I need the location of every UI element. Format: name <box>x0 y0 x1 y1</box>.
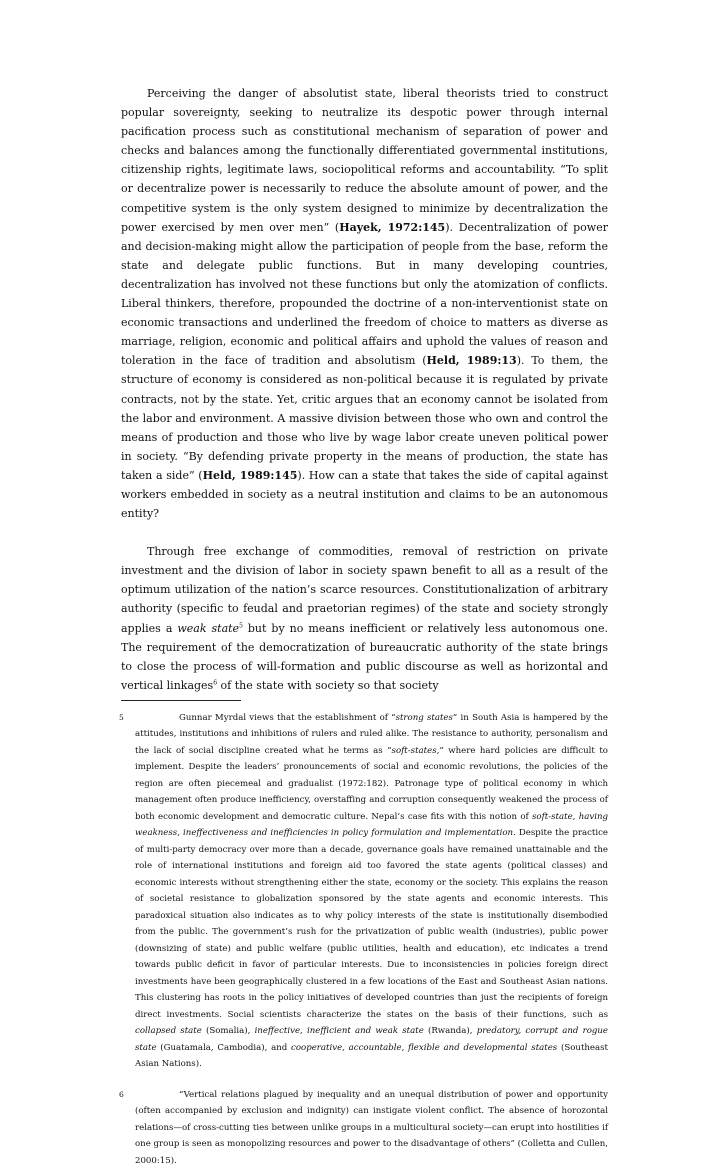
paragraph-text: ). Decentralization of power and decision-making might allow the participation of people from the base, reform the state and delegate public functions. But in many developing countries, decentralization has involved not these functions but only the atomization of conflicts. Liberal thinkers, therefore, propounded the doctrine of a non-interventionist state on economic transactions and underlined the freedom of choice to matters as diverse as marriage, religion, economic and political affairs and uphold the values of reason and toleration in the face of tradition and absolutism ( <box>121 220 608 368</box>
footnote-number: 6 <box>119 1089 124 1099</box>
paragraph-text: of the state with society so that society <box>217 678 439 692</box>
footnote-text: ” in South Asia is hampered by the attitudes, institutions and inhibitions of rulers and ruled alike. The resistance to authority, personalism and the lack of social discipline created what he terms as “ <box>135 712 608 756</box>
footnote-text: (Somalia), <box>201 1026 255 1037</box>
paragraph-text: Perceiving the danger of absolutist state, liberal theorists tried to construct popular sovereignty, seeking to neutralize its despotic power through internal pacification process such as constitutional mechanism of separation of power and checks and balances among the functionally differentiated governmental institutions, citizenship rights, legitimate laws, sociopolitical reforms and accountability. “To split or decentralize power is necessarily to reduce the absolute amount of power, and the competitive system is the only system designed to minimize by decentralization the power exercised by men over men” ( <box>121 87 608 234</box>
citation-held-13: Held, 1989:13 <box>426 354 517 368</box>
footnote-text: “Vertical relations plagued by inequality and an unequal distribution of power and opportunity (often accompanied by exclusion and indignity) can instigate violent conflict. The absence of horozontal relations—of cross-cutting ties between unlike groups in a multicultural society—can erupt into hostilities if one group is seen as monopolizing resources and power to the disadvantage of others” (Colletta and Cullen, 2000:15). <box>135 1089 608 1166</box>
footnote-text: Gunnar Myrdal views that the establishment of “ <box>179 712 396 723</box>
footnote-6 <box>121 1087 608 1169</box>
footnote-separator <box>121 700 241 701</box>
paragraph-text: ). To them, the structure of economy is considered as non-political because it is regulated by private contracts, not by the state. Yet, critic argues that an economy cannot be isolated from the labor and environment. A massive division between those who own and control the means of production and those who live by wage labor create uneven political power in society. “By defending private property in the means of production, the state has taken a side” ( <box>121 354 608 482</box>
body-paragraph-1 <box>121 84 608 523</box>
paragraph-text: Through free exchange of commodities, removal of restriction on private investment and the division of labor in society spawn benefit to all as a result of the optimum utilization of the nation’s scarce resources. Constitutionalization of arbitrary authority (specific to feudal and praetorian regimes) of the state and society strongly applies a <box>121 545 608 635</box>
footnote-text: (Southeast Asian Nations). <box>135 1042 609 1070</box>
paragraph-text: ). How can a state that takes the side of capital against workers embedded in society as a neutral institution and claims to be an autonomous entity? <box>121 468 609 521</box>
footnote-italic: strong states <box>395 712 453 723</box>
footnote-italic: ineffective, inefficient and weak state <box>254 1026 424 1037</box>
footnote-text: (Rwanda), <box>423 1026 477 1037</box>
footnote-ref-6[interactable]: 6 <box>213 679 218 687</box>
weak-state-term: weak state <box>177 621 240 635</box>
document-page <box>121 84 608 1169</box>
footnote-text: . Despite the practice of multi-party democracy over more than a decade, governance goals have remained unattainable and the role of international institutions and foreign aid too favored the state agents (political classes) and economic interests without strengthening either the state, economy or the society. This explains the reason of societal resistance to globalization sponsored by the state agents and economic interests. This paradoxical situation also indicates as to why policy interests of the state is institutionally disembodied from the public. The government’s rush for the privatization of public wealth (industries), public power (downsizing of state) and public welfare (public utilities, health and education), etc indicates a trend towards public deficit in favor of particular interests. Due to inconsistencies in policies foreign direct investments have been geographically clustered in a few locations of the East and Southeast Asian nations. This clustering has roots in the policy initiatives of developed countries than just the recipients of foreign direct investments. Social scientists characterize the states on the basis of their functions, such as <box>135 828 608 1020</box>
footnote-italic: soft-states, <box>391 745 440 756</box>
footnote-text: (Guatamala, Cambodia), and <box>156 1042 292 1053</box>
body-paragraph-2 <box>121 542 608 695</box>
footnote-ref-5[interactable]: 5 <box>239 621 243 629</box>
paragraph-text: but by no means inefficient or relatively less autonomous one. The requirement of the democratization of bureaucratic authority of the state brings to close the process of will-formation and public discourse as well as horizontal and vertical linkages <box>121 621 609 692</box>
footnote-5 <box>121 710 608 1073</box>
footnote-italic: collapsed state <box>135 1026 202 1037</box>
footnote-number: 5 <box>119 712 124 722</box>
citation-hayek: Hayek, 1972:145 <box>339 220 446 234</box>
footnote-text: ” where hard policies are difficult to implement. Despite the leaders’ pronouncements of social and economic revolutions, the policies of the region are often piecemeal and gradualist (1972:182). Patronage type of political economy in which management often produce inefficiency, overstaffing and corruption consequently weakened the process of both economic development and democratic culture. Nepal’s case fits with this notion of <box>135 745 608 822</box>
footnote-italic: predatory, corrupt and rogue state <box>135 1026 608 1053</box>
footnote-italic: soft-state, having weakness, ineffectiveness and inefficiencies in policy formulation and implementation <box>135 811 608 839</box>
citation-held-145: Held, 1989:145 <box>202 468 298 482</box>
footnote-italic: cooperative, accountable, flexible and developmental states <box>291 1042 558 1053</box>
